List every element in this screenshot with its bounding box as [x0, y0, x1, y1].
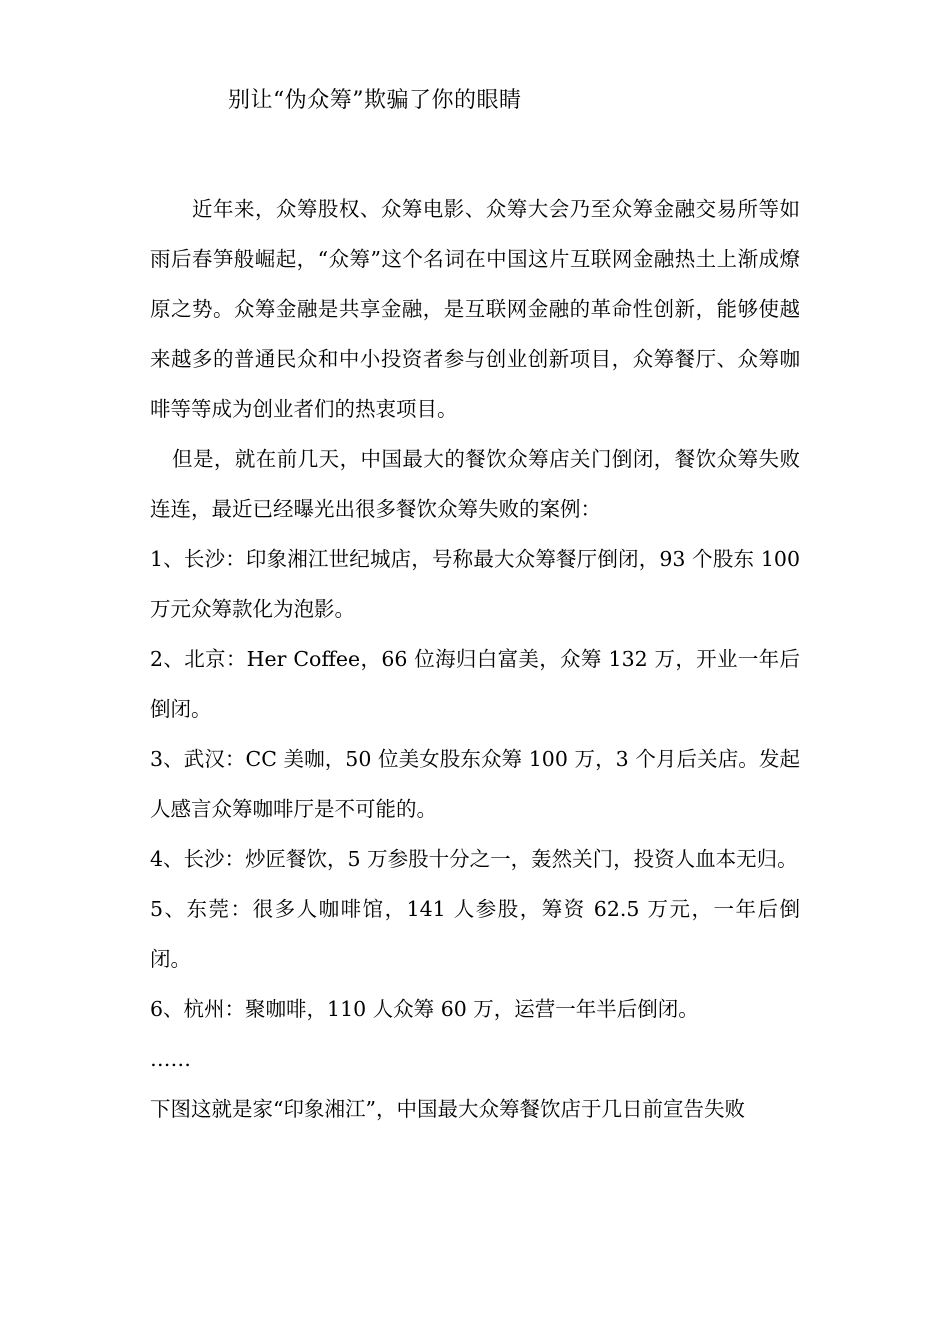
case-item: 6、杭州：聚咖啡，110 人众筹 60 万，运营一年半后倒闭。 — [150, 997, 699, 1021]
document-title: 别让“伪众筹”欺骗了你的眼睛 — [228, 88, 522, 113]
closing-paragraph: 下图这就是家“印象湘江”，中国最大众筹餐饮店于几日前宣告失败 — [150, 1097, 745, 1121]
case-item: 5、东莞：很多人咖啡馆，141 人参股，筹资 62.5 万元，一年后倒闭。 — [150, 897, 800, 971]
document-body — [150, 184, 800, 1134]
case-item: 3、武汉：CC 美咖，50 位美女股东众筹 100 万，3 个月后关店。发起人感言众筹咖啡厅是不可能的。 — [150, 747, 800, 821]
intro-paragraph: 近年来，众筹股权、众筹电影、众筹大会乃至众筹金融交易所等如雨后春笋般崛起，“众筹”这个名词在中国这片互联网金融热土上渐成燎原之势。众筹金融是共享金融，是互联网金融的革命性创新，能够使越来越多的普通民众和中小投资者参与创业创新项目，众筹餐厅、众筹咖啡等等成为创业者们的热衷项目。 — [150, 197, 800, 421]
case-item: 2、北京：Her Coffee，66 位海归白富美，众筹 132 万，开业一年后倒闭。 — [150, 647, 800, 721]
case-item: 4、长沙：炒匠餐饮，5 万参股十分之一，轰然关门，投资人血本无归。 — [150, 847, 798, 871]
case-item: 1、长沙：印象湘江世纪城店，号称最大众筹餐厅倒闭，93 个股东 100 万元众筹款化为泡影。 — [150, 547, 800, 621]
ellipsis-line: …… — [150, 1047, 191, 1071]
failure-paragraph: 但是，就在前几天，中国最大的餐饮众筹店关门倒闭，餐饮众筹失败连连，最近已经曝光出很多餐饮众筹失败的案例： — [150, 447, 800, 521]
